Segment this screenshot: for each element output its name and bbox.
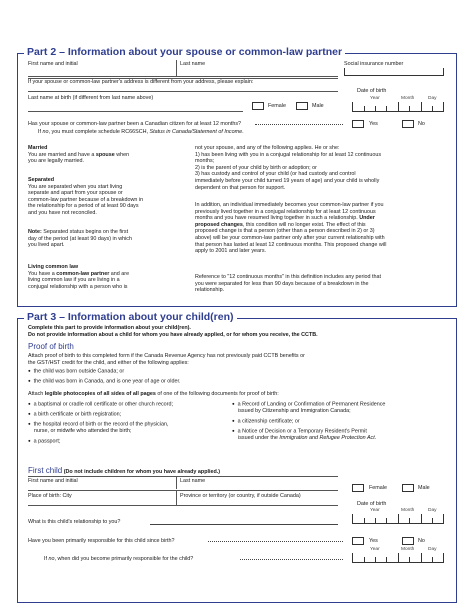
child-responsible-date-field[interactable] [352,553,444,563]
part3-intro-2: Do not provide information about a child for whom you have already applied, or for whom you receive, the CCTB. [28,332,318,338]
child-last-name-label: Last name [180,478,206,484]
child-resp-year: Year [370,547,380,552]
spouse-sin-label: Social insurance number [344,61,404,67]
doc-record-of-landing: ● a Record of Landing or Confirmation of Permanent Residence [232,401,385,408]
doc-hospital-record: ● the hospital record of birth or the record of the physician, [28,421,169,428]
attach-instruction: Attach legible photocopies of all sides of all pages of one of the following documents for proof of birth: [28,391,279,397]
spouse-dob-year: Year [370,96,380,101]
child-first-name-label: First name and initial [28,478,78,484]
spouse-if-no-note: If no, you must complete schedule RC66SCH, Status in Canada/Statement of Income. [38,129,244,135]
spouse-last-name-field[interactable] [180,67,335,75]
doc-baptismal: ● a baptismal or cradle roll certificate or other church record; [28,401,173,408]
child-dob-field[interactable] [352,514,444,524]
spouse-dob-field[interactable] [352,102,444,112]
part2-title: Part 2 – Information about your spouse or common-law partner [24,46,345,59]
child-responsible-when-question: If no, when did you become primarily responsible for the child? [44,556,194,562]
doc-passport: ● a passport; [28,438,60,445]
child-responsible-question: Have you been primarily responsible for this child since birth? [28,538,175,544]
first-child-heading: First child (Do not include children for whom you have already applied.) [28,466,221,475]
child-responsible-no-label: No [418,538,425,544]
doc-notice-of-decision: ● a Notice of Decision or a Temporary Resident's Permit [232,428,367,435]
child-male-label: Male [418,485,430,491]
doc-hospital-record-cont: nurse, or midwife who attended the birth; [34,428,132,434]
proof-bullet-outside: ● the child was born outside Canada; or [28,368,124,375]
child-dob-day: Day [428,508,437,513]
spouse-dob-label: Date of birth [357,88,387,94]
child-province-label: Province or territory (or country, if outside Canada) [180,493,301,499]
proof-of-birth-text: Attach proof of birth to this completed form if the Canada Revenue Agency has not previously paid CCTB benefits or the GST/HST credit for the child, and either of the following applies: [28,353,305,366]
married-definition: Married You are married and have a spouse when you are legally married. [28,145,130,165]
doc-citizenship: ● a citizenship certificate; or [232,418,300,425]
common-law-conditions: not your spouse, and any of the following applies. He or she: 1) has been living with you in a conjugal relationship for at least 12 continuous months; 2) is the parent of your child by birth or adoption; or 3) has custody and control of your child (or had custody and control immediately before your child turned 19 years of age) and your child is wholly dependent on that person for support. [195,145,382,191]
spouse-citizen-yes-label: Yes [369,121,378,127]
spouse-dob-month: Month [401,96,415,101]
spouse-male-label: Male [312,103,324,109]
spouse-male-checkbox[interactable] [296,102,308,110]
spouse-sin-field[interactable] [344,68,444,76]
child-resp-month: Month [401,547,415,552]
child-male-checkbox[interactable] [402,484,414,492]
proof-of-birth-heading: Proof of birth [28,342,74,351]
spouse-citizen-no-label: No [418,121,425,127]
child-dob-year: Year [370,508,380,513]
child-relationship-question: What is this child's relationship to you? [28,519,121,525]
spouse-address-label: If your spouse or common-law partner's address is different from your address, please explain: [28,79,254,85]
spouse-first-name-field[interactable] [28,67,173,75]
spouse-female-checkbox[interactable] [252,102,264,110]
child-responsible-yes-checkbox[interactable] [352,537,364,545]
spouse-female-label: Female [268,103,286,109]
proof-bullet-one-year: ● the child was born in Canada, and is one year of age or older. [28,378,181,385]
proposed-changes-paragraph: In addition, an individual immediately becomes your common-law partner if you previously lived together in a conjugal relationship for at least 12 continuous months and you have resumed living together in such a relationship. Under proposed changes, this condition will no longer exist. The effect of this proposed change is that a person (other than a person described in 2) or 3) above) will be your common-law partner only after your current relationship with that person has lasted at least 12 continuous months. This proposed change will apply to 2001 and later years. [195,202,387,255]
reference-paragraph: Reference to "12 continuous months" in this definition includes any period that you were separated for less than 90 days because of a breakdown in the relationship. [195,274,382,294]
part3-title: Part 3 – Information about your child(ren) [24,311,237,324]
child-responsible-yes-label: Yes [369,538,378,544]
child-relationship-field[interactable] [150,516,338,525]
child-female-checkbox[interactable] [352,484,364,492]
doc-notice-of-decision-cont: issued under the Immigration and Refugee Protection Act. [238,435,377,441]
common-law-definition: Living common law You have a common-law partner and are living common law if you are living in a conjugal relationship with a person who is [28,264,130,290]
child-dob-month: Month [401,508,415,513]
spouse-citizen-no-checkbox[interactable] [402,120,414,128]
separated-definition: Separated You are separated when you start living separate and apart from your spouse or common-law partner because of a breakdown in the relationship for a period of at least 90 days and you have not reconciled. [28,177,144,216]
spouse-citizen-yes-checkbox[interactable] [352,120,364,128]
part3-intro-1: Complete this part to provide information about your child(ren). [28,325,191,331]
spouse-first-name-label: First name and initial [28,61,78,67]
spouse-birth-name-field[interactable] [28,101,243,109]
child-resp-day: Day [428,547,437,552]
child-place-of-birth-label: Place of birth: City [28,493,72,499]
separated-note: Note: Separated status begins on the first day of the period (at least 90 days) in which you lived apart. [28,229,132,249]
doc-birth-certificate: ● a birth certificate or birth registration; [28,411,121,418]
spouse-dob-day: Day [428,96,437,101]
child-responsible-no-checkbox[interactable] [402,537,414,545]
spouse-last-name-label: Last name [180,61,206,67]
spouse-birth-name-label: Last name at birth (if different from last name above) [28,95,154,101]
child-dob-label: Date of birth [357,501,387,507]
doc-record-of-landing-cont: issued by Citizenship and Immigration Canada; [238,408,351,414]
child-female-label: Female [369,485,387,491]
spouse-citizen-question: Has your spouse or common-law partner been a Canadian citizen for at least 12 months? [28,121,242,127]
